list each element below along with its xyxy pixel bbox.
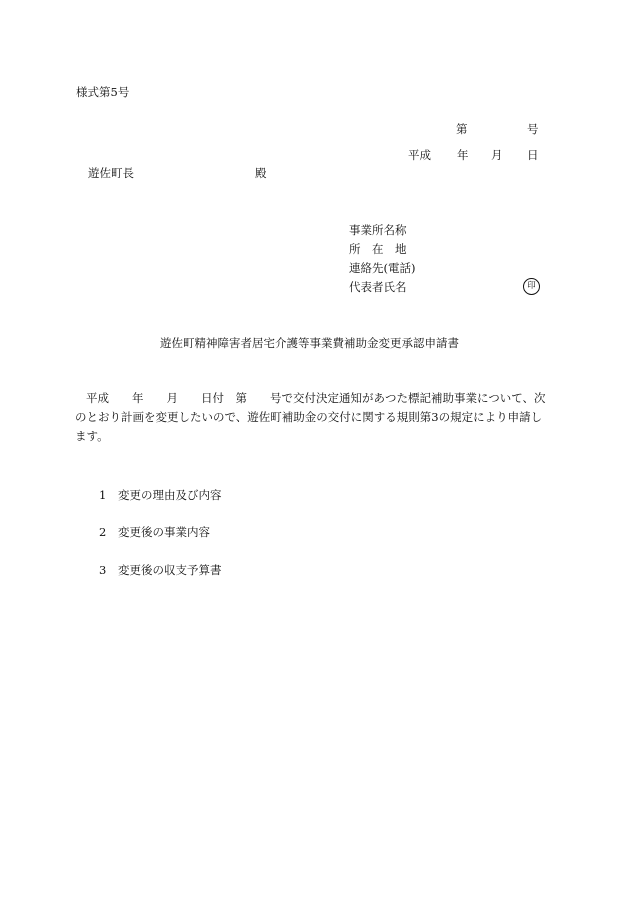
doc-number-go: 号: [527, 122, 539, 136]
date-year: 年: [457, 148, 469, 162]
date-era: 平成: [408, 148, 431, 162]
doc-number-dai: 第: [456, 122, 468, 136]
list-item: [99, 527, 210, 539]
addressee-honorific: 殿: [255, 166, 267, 180]
item-label: 変更後の事業内容: [118, 525, 210, 539]
seal-mark: 印: [523, 278, 540, 295]
item-number: 3: [99, 563, 107, 577]
address-label: 所 在 地: [349, 242, 407, 256]
item-label: 変更の理由及び内容: [118, 488, 222, 502]
addressee-name: 遊佐町長: [88, 166, 134, 180]
date-day: 日: [527, 148, 539, 162]
contact-label: 連絡先(電話): [349, 261, 416, 275]
form-number: 様式第5号: [76, 85, 130, 99]
item-number: 2: [99, 525, 107, 539]
date-month: 月: [491, 148, 503, 162]
body-paragraph: 平成 年 月 日付 第 号で交付決定通知があつた標記補助事業について、次のとおり計画を変更したいので、遊佐町補助金の交付に関する規則第3の規定により申請します。: [75, 391, 546, 443]
item-label: 変更後の収支予算書: [118, 563, 222, 577]
list-item: [99, 565, 222, 577]
representative-label: 代表者氏名: [349, 280, 407, 294]
list-item: [99, 490, 222, 502]
document-title: 遊佐町精神障害者居宅介護等事業費補助金変更承認申請書: [160, 336, 459, 350]
office-name-label: 事業所名称: [349, 223, 407, 237]
item-number: 1: [99, 488, 107, 502]
